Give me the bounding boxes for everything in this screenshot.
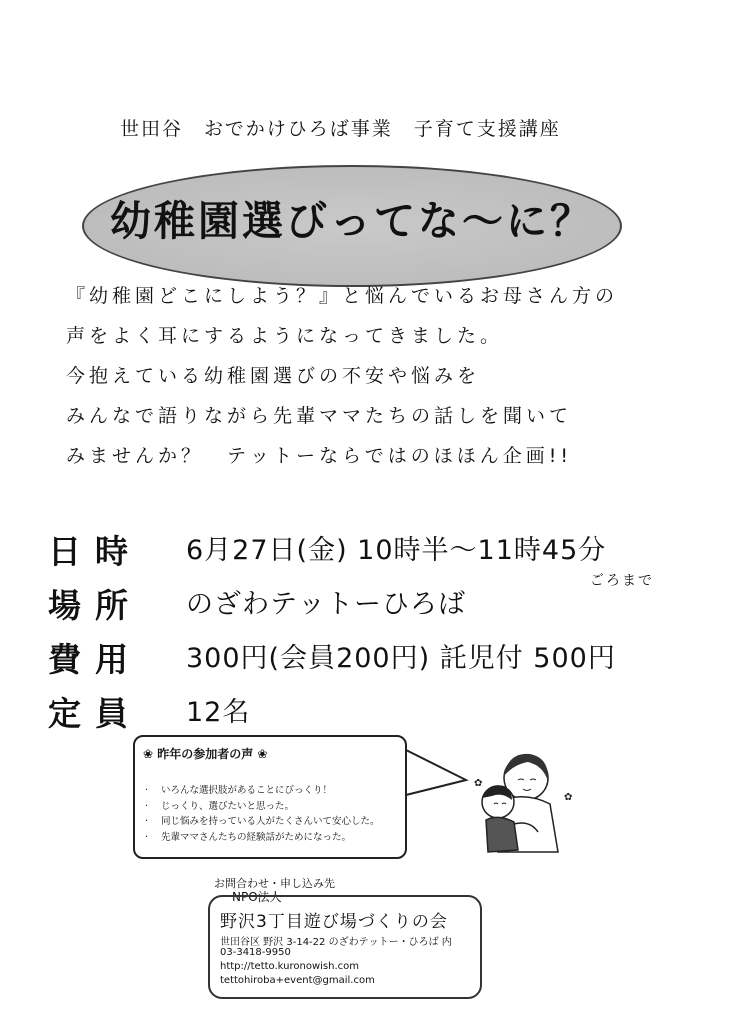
fee-row: [48, 634, 728, 686]
list-item: · じっくり、選びたいと思った。: [145, 799, 380, 815]
intro-text: [66, 276, 676, 476]
capacity-row: [48, 688, 728, 740]
intro-line: 声をよく耳にするようになってきました。: [66, 325, 504, 347]
intro-line: 今抱えている幼稚園選びの不安や悩みを: [66, 365, 481, 387]
contact-email[interactable]: tettohiroba+event@gmail.com: [220, 975, 375, 986]
intro-line: みんなで語りながら先輩ママたちの話しを聞いて: [66, 405, 573, 427]
place-label: 場所: [48, 586, 142, 625]
contact-heading: お問合わせ・申し込み先: [214, 877, 335, 890]
date-value: 6月27日(金) 10時半～11時45分: [186, 535, 607, 566]
place-value: のざわテットーひろば: [186, 589, 466, 620]
intro-line: 『幼稚園どこにしよう？』と悩んでいるお母さん方の: [66, 285, 619, 307]
intro-line: みませんか？ テットーならではのほほん企画!!: [66, 445, 573, 467]
contact-url[interactable]: http://tetto.kuronowish.com: [220, 961, 359, 972]
capacity-value: 12名: [186, 697, 251, 728]
organization-name: 野沢3丁目遊び場づくりの会: [220, 912, 448, 932]
voices-title: ❀ 昨年の参加者の声 ❀: [143, 747, 268, 761]
contact-box: [208, 895, 482, 999]
svg-text:✿: ✿: [474, 778, 483, 789]
contact-phone: 03-3418-9950: [220, 947, 291, 958]
svg-text:✿: ✿: [564, 792, 573, 803]
speech-bubble-tail: [398, 738, 478, 808]
date-note: ごろまで: [590, 573, 654, 589]
list-item: · 同じ悩みを持っている人がたくさんいて安心した。: [145, 814, 380, 830]
mother-child-illustration: [468, 742, 576, 860]
list-item: · いろんな選択肢があることにびっくり！: [145, 783, 380, 799]
fee-label: 費用: [48, 640, 142, 679]
contact-npo: NPO法人: [232, 890, 282, 904]
date-label: 日時: [48, 532, 142, 571]
list-item: · 先輩ママさんたちの経験話がためになった。: [145, 830, 380, 846]
fee-value: 300円(会員200円) 託児付 500円: [186, 643, 616, 674]
page-title: 幼稚園選びってな～に？: [110, 197, 594, 245]
program-subtitle: 世田谷 おでかけひろば事業 子育て支援講座: [120, 118, 561, 140]
voices-list: [145, 783, 380, 845]
participant-voices-box: [133, 735, 407, 859]
contact-address: 世田谷区 野沢 3-14-22 のざわテットー・ひろば 内: [220, 937, 452, 948]
place-row: [48, 580, 728, 632]
capacity-label: 定員: [48, 694, 142, 733]
